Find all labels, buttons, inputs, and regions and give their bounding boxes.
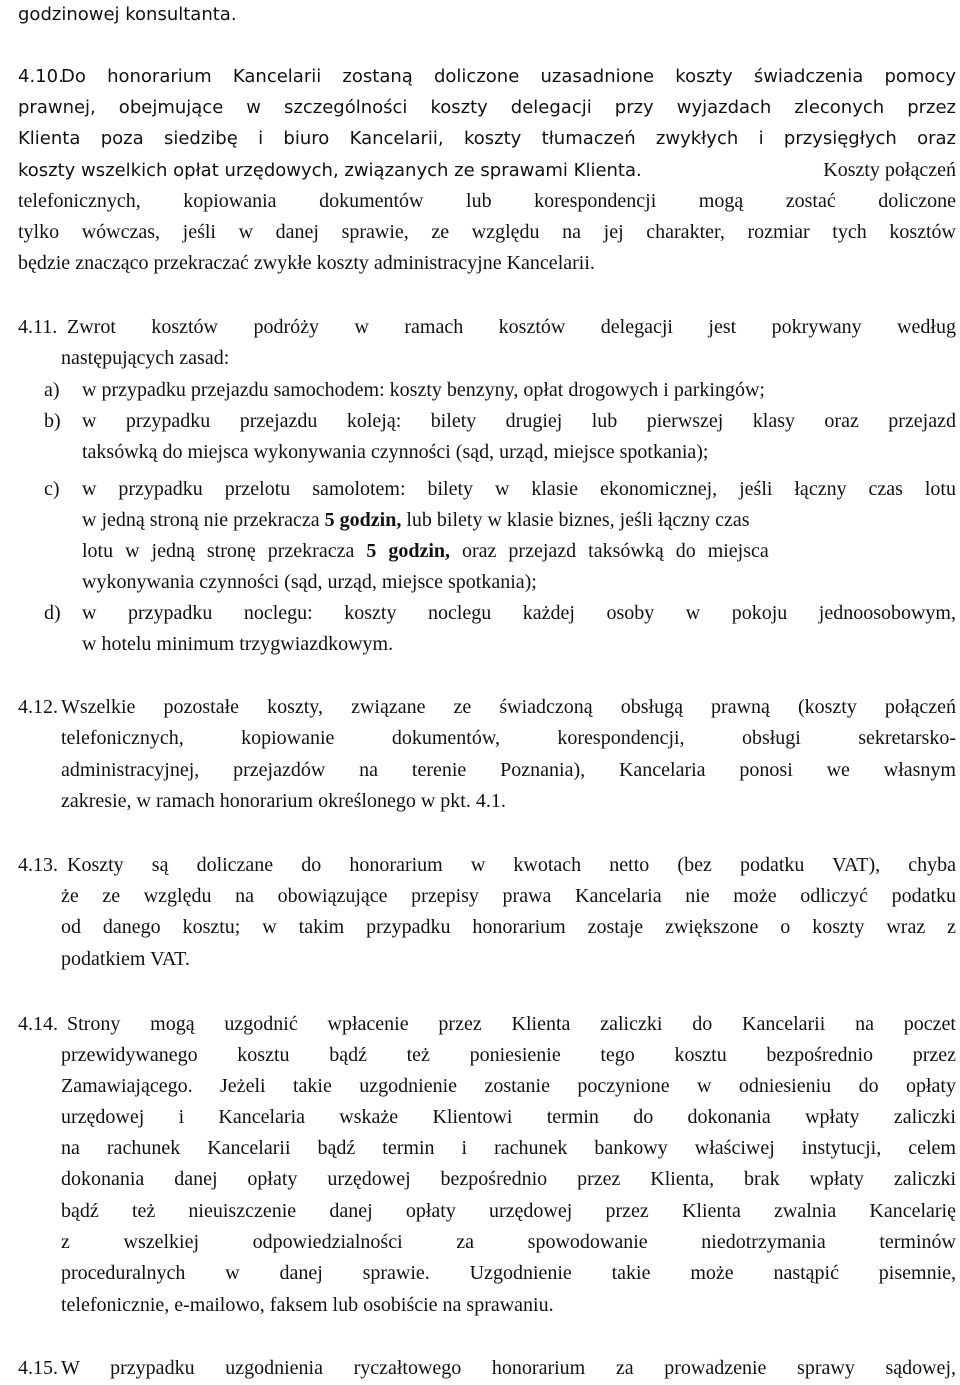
section-line: telefonicznie, e-mailowo, faksem lub osobiście na sprawaniu.: [61, 1294, 554, 1316]
list-item-label: c): [44, 478, 60, 500]
list-item-text: lotu w jedną stronę przekracza: [82, 540, 355, 562]
list-item-line: w hotelu minimum trzygwiazdkowym.: [82, 633, 394, 655]
section-line: z wszelkiej odpowiedzialności za spowodowanie niedotrzymania terminów: [61, 1231, 956, 1253]
section-line: telefonicznych, kopiowanie dokumentów, korespondencji, obsługi sekretarsko-: [61, 727, 956, 749]
section-line: proceduralnych w danej sprawie. Uzgodnienie takie może nastąpić pisemnie,: [61, 1262, 956, 1284]
section-line-mixed: [18, 155, 956, 185]
section-line: bądź też nieuiszczenie danej opłaty urzędowej przez Klienta zwalnia Kancelarię: [61, 1200, 956, 1222]
section-number: 4.11.: [18, 316, 58, 338]
section-line: zakresie, w ramach honorarium określonego w pkt. 4.1.: [61, 790, 506, 812]
list-item-label: a): [44, 379, 60, 401]
section-line-part: Koszty połączeń: [823, 159, 956, 181]
section-line: Klienta poza siedzibę i biuro Kancelarii, koszty tłumaczeń zwykłych i przysięgłych oraz: [18, 128, 956, 149]
list-item-label: d): [44, 602, 61, 624]
section-line: W przypadku uzgodnienia ryczałtowego honorarium za prowadzenie sprawy sądowej,: [61, 1357, 956, 1379]
section-line: będzie znacząco przekraczać zwykłe koszty administracyjne Kancelarii.: [18, 252, 595, 274]
section-number: 4.14.: [18, 1013, 58, 1035]
section-line: że ze względu na obowiązujące przepisy prawa Kancelaria nie może odliczyć podatku: [61, 885, 956, 907]
section-line: od danego kosztu; w takim przypadku honorarium zostaje zwiększone o koszty wraz z: [61, 916, 956, 938]
section-line: Koszty są doliczane do honorarium w kwotach netto (bez podatku VAT), chyba: [67, 854, 956, 876]
section-line: dokonania danej opłaty urzędowej bezpośrednio przez Klienta, brak wpłaty zaliczki: [61, 1168, 956, 1190]
list-item-text: oraz przejazd taksówką do miejsca: [462, 540, 769, 562]
section-line: następujących zasad:: [61, 347, 230, 369]
list-item-bold-text: 5 godzin,: [324, 509, 402, 531]
section-number: 4.15.: [18, 1357, 58, 1379]
section-line: Strony mogą uzgodnić wpłacenie przez Klienta zaliczki do Kancelarii na poczet: [67, 1013, 956, 1035]
section-line: Wszelkie pozostałe koszty, związane ze świadczoną obsługą prawną (koszty połączeń: [61, 696, 956, 718]
section-line: przewidywanego kosztu bądź też poniesienie tego kosztu bezpośrednio przez: [61, 1044, 956, 1066]
list-item-label: b): [44, 410, 61, 432]
list-item-line: w przypadku przejazdu samochodem: koszty benzyny, opłat drogowych i parkingów;: [82, 379, 765, 401]
section-line: prawnej, obejmujące w szczególności koszty delegacji przy wyjazdach zleconych przez: [18, 97, 956, 118]
section-number: 4.13.: [18, 854, 58, 876]
section-line: telefonicznych, kopiowania dokumentów lub korespondencji mogą zostać doliczone: [18, 190, 956, 212]
list-item-line-mixed: [82, 536, 956, 566]
list-item-text: w jedną stroną nie przekracza: [82, 509, 320, 531]
section-line: Do honorarium Kancelarii zostaną doliczone uzasadnione koszty świadczenia pomocy: [61, 66, 956, 87]
list-item-text: lub bilety w klasie biznes, jeśli łączny czas: [406, 509, 750, 531]
section-number: 4.12.: [18, 696, 58, 718]
section-number: 4.10.: [18, 66, 64, 87]
section-line-part: koszty wszelkich opłat urzędowych, związanych ze sprawami Klienta.: [18, 160, 642, 181]
section-line: na rachunek Kancelarii bądź termin i rachunek bankowy właściwej instytucji, celem: [61, 1137, 956, 1159]
continuation-line: godzinowej konsultanta.: [18, 4, 237, 25]
section-line: Zwrot kosztów podróży w ramach kosztów delegacji jest pokrywany według: [67, 316, 956, 338]
list-item-line-mixed: [82, 505, 956, 535]
section-line: Zamawiającego. Jeżeli takie uzgodnienie zostanie poczynione w odniesieniu do opłaty: [61, 1075, 956, 1097]
list-item-line: wykonywania czynności (sąd, urząd, miejsce spotkania);: [82, 571, 537, 593]
list-item-line: w przypadku noclegu: koszty noclegu każdej osoby w pokoju jednoosobowym,: [82, 602, 956, 624]
section-line: tylko wówczas, jeśli w danej sprawie, ze względu na jej charakter, rozmiar tych kosztów: [18, 221, 956, 243]
section-line: urzędowej i Kancelaria wskaże Klientowi termin do dokonania wpłaty zaliczki: [61, 1106, 956, 1128]
list-item-line: taksówką do miejsca wykonywania czynności (sąd, urząd, miejsce spotkania);: [82, 441, 709, 463]
list-item-line: w przypadku przejazdu koleją: bilety drugiej lub pierwszej klasy oraz przejazd: [82, 410, 956, 432]
list-item-line: w przypadku przelotu samolotem: bilety w klasie ekonomicznej, jeśli łączny czas lotu: [82, 478, 956, 500]
list-item-bold-text: 5 godzin,: [366, 540, 451, 562]
section-line: podatkiem VAT.: [61, 948, 190, 970]
section-line: administracyjnej, przejazdów na terenie Poznania), Kancelaria ponosi we własnym: [61, 759, 956, 781]
